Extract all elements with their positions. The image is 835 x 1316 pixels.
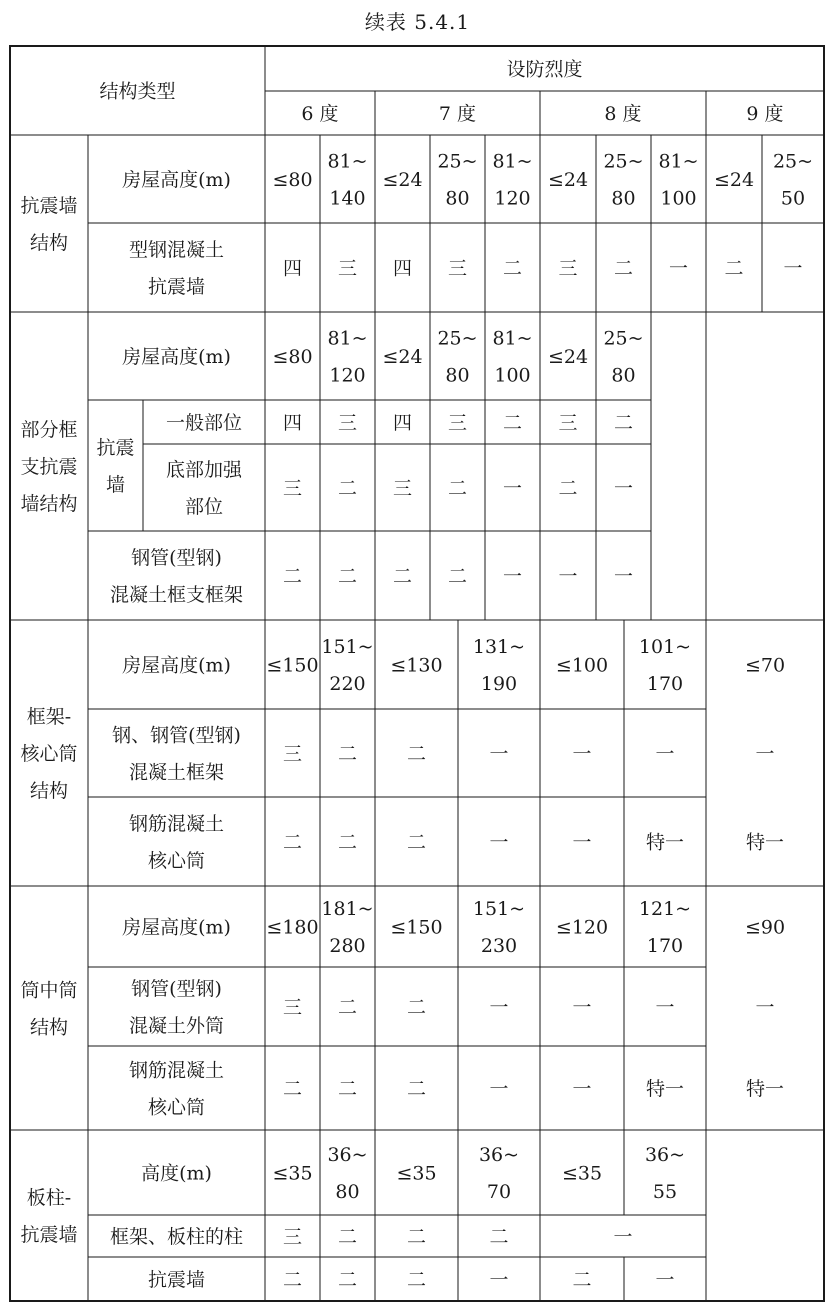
s3-core-cell-2: 二	[337, 831, 358, 854]
s1-row2-label: 型钢混凝土抗震墙	[128, 238, 225, 298]
header-degree-9: 9 度	[746, 102, 784, 125]
s3-core-cell-5: 一	[572, 831, 592, 854]
s2-general-cell-4: 三	[447, 411, 468, 434]
s4-core-cell-6: 特一	[645, 1077, 685, 1100]
s3-height-cell-7: ≤70	[744, 654, 786, 677]
s1-grade-cell-10: 一	[783, 257, 803, 280]
s2-row-frame: 钢管(型钢)混凝土框支框架	[109, 546, 244, 606]
s3-height-label: 房屋高度(m)	[122, 654, 231, 677]
s2-height-cell-3: ≤24	[382, 345, 423, 368]
s1-height-cell-4: 25~ 80	[437, 150, 478, 210]
diagonal-line	[651, 312, 706, 620]
s2-sub-group: 抗震墙	[96, 436, 135, 496]
table-cells	[20, 58, 813, 1291]
s4-core-cell-5: 一	[572, 1077, 592, 1100]
header-structure-type: 结构类型	[99, 80, 176, 103]
header-degree-8: 8 度	[604, 102, 642, 125]
s1-grade-cell-2: 三	[337, 257, 358, 280]
s5-height-cell-3: ≤35	[396, 1162, 437, 1185]
s2-frame-cell-2: 二	[337, 565, 358, 588]
s3-core-cell-6: 特一	[645, 831, 685, 854]
s3-frame-cell-5: 一	[572, 742, 592, 765]
s3-height-cell-6: 101~ 170	[638, 635, 692, 695]
s4-outer-cell-1: 三	[282, 996, 303, 1019]
diagonal-line	[706, 312, 824, 620]
s5-height-label: 高度(m)	[141, 1162, 212, 1185]
s4-core-cell-3: 二	[406, 1077, 427, 1100]
s1-title: 抗震墙结构	[20, 194, 78, 254]
s1-grade-cell-9: 二	[724, 257, 744, 280]
s2-bottom-cell-1: 三	[282, 477, 303, 500]
header-intensity: 设防烈度	[506, 58, 583, 81]
s5-height-cell-1: ≤35	[272, 1162, 313, 1185]
s4-height-cell-7: ≤90	[744, 916, 786, 939]
s5-wall-cell-4: 一	[489, 1268, 509, 1291]
s4-title: 筒中筒结构	[20, 979, 78, 1039]
s4-height-cell-1: ≤180	[266, 916, 319, 939]
s2-frame-cell-1: 二	[282, 565, 303, 588]
s3-height-cell-1: ≤150	[266, 654, 319, 677]
s5-wall-cell-5: 二	[572, 1268, 592, 1291]
s3-height-cell-5: ≤100	[555, 654, 609, 677]
s2-general-cell-3: 四	[392, 411, 413, 434]
s2-bottom-cell-6: 二	[558, 477, 578, 500]
s1-grade-cell-3: 四	[392, 257, 413, 280]
s3-frame-cell-6: 一	[655, 742, 675, 765]
s1-height-cell-10: 25~ 50	[772, 150, 814, 210]
header-degree-6: 6 度	[301, 102, 339, 125]
s1-height-cell-6: ≤24	[547, 168, 589, 191]
s2-frame-cell-5: 一	[502, 565, 523, 588]
s2-frame-cell-6: 一	[558, 565, 578, 588]
s5-height-cell-6: 36~ 55	[644, 1143, 686, 1203]
s2-general-cell-2: 三	[337, 411, 358, 434]
s1-height-cell-1: ≤80	[272, 168, 313, 191]
s1-height-cell-2: 81~ 140	[327, 150, 368, 210]
header-degree-7: 7 度	[438, 102, 477, 125]
s2-height-cell-1: ≤80	[272, 345, 313, 368]
s3-height-cell-3: ≤130	[390, 654, 443, 677]
s2-height-cell-7: 25~ 80	[603, 327, 644, 387]
s1-grade-cell-6: 三	[558, 257, 578, 280]
s4-outer-cell-7: 一	[755, 996, 775, 1019]
s4-core-cell-4: 一	[489, 1077, 509, 1100]
s4-row-outer: 钢管(型钢)混凝土外筒	[128, 977, 225, 1037]
s3-frame-cell-2: 二	[337, 742, 358, 765]
s2-general-cell-6: 三	[558, 411, 578, 434]
s1-grade-cell-7: 二	[613, 257, 634, 280]
s4-height-cell-6: 121~ 170	[638, 897, 692, 957]
s4-row-core: 钢筋混凝土核心筒	[128, 1059, 225, 1119]
s5-wall-cell-3: 二	[406, 1268, 427, 1291]
s1-grade-cell-1: 四	[282, 257, 303, 280]
s1-height-cell-3: ≤24	[382, 168, 423, 191]
s3-title: 框架-核心筒结构	[20, 705, 78, 802]
s5-column-cell-5: 一	[613, 1225, 633, 1248]
s5-row-column: 框架、板柱的柱	[109, 1225, 244, 1248]
s4-outer-cell-2: 二	[337, 996, 358, 1019]
s2-height-cell-5: 81~ 100	[492, 327, 533, 387]
s5-row-wall: 抗震墙	[147, 1268, 206, 1291]
s3-core-cell-3: 二	[406, 831, 427, 854]
s4-height-cell-5: ≤120	[555, 916, 609, 939]
s2-bottom-cell-3: 三	[392, 477, 413, 500]
s2-general-cell-1: 四	[282, 411, 303, 434]
s5-column-cell-3: 二	[406, 1225, 427, 1248]
s4-core-cell-1: 二	[282, 1077, 303, 1100]
s4-height-cell-3: ≤150	[390, 916, 443, 939]
s3-height-cell-4: 131~ 190	[472, 635, 526, 695]
s2-bottom-cell-5: 一	[502, 477, 523, 500]
s4-core-cell-2: 二	[337, 1077, 358, 1100]
s3-frame-cell-1: 三	[282, 742, 303, 765]
s2-height-cell-6: ≤24	[547, 345, 589, 368]
s4-height-cell-4: 151~ 230	[472, 897, 526, 957]
s1-height-cell-5: 81~ 120	[492, 150, 533, 210]
s2-general-cell-5: 二	[502, 411, 523, 434]
s1-height-cell-8: 81~ 100	[658, 150, 699, 210]
s3-frame-cell-4: 一	[489, 742, 509, 765]
s3-frame-cell-7: 一	[755, 742, 775, 765]
s3-frame-cell-3: 二	[406, 742, 427, 765]
s1-grade-cell-8: 一	[668, 257, 689, 280]
s4-outer-cell-3: 二	[406, 996, 427, 1019]
s5-wall-cell-1: 二	[282, 1268, 303, 1291]
s2-row-general: 一般部位	[165, 411, 243, 434]
s3-row-frame: 钢、钢管(型钢)混凝土框架	[112, 724, 241, 784]
s5-height-cell-2: 36~ 80	[327, 1143, 368, 1203]
s3-height-cell-2: 151~ 220	[321, 635, 374, 695]
s2-height-cell-4: 25~ 80	[437, 327, 478, 387]
s4-outer-cell-6: 一	[655, 996, 675, 1019]
s5-height-cell-5: ≤35	[561, 1162, 603, 1185]
s2-bottom-cell-2: 二	[337, 477, 358, 500]
s4-height-label: 房屋高度(m)	[122, 916, 231, 939]
s1-grade-cell-4: 三	[447, 257, 468, 280]
s5-wall-cell-6: 一	[655, 1268, 675, 1291]
s5-height-cell-4: 36~ 70	[478, 1143, 520, 1203]
s5-column-cell-1: 三	[282, 1225, 303, 1248]
s4-outer-cell-4: 一	[489, 996, 509, 1019]
s3-row-core: 钢筋混凝土核心筒	[128, 812, 225, 872]
s5-column-cell-4: 二	[489, 1225, 509, 1248]
s2-bottom-cell-4: 二	[447, 477, 468, 500]
s1-height-label: 房屋高度(m)	[122, 168, 231, 191]
s2-bottom-cell-7: 一	[613, 477, 634, 500]
s2-general-cell-7: 二	[613, 411, 634, 434]
s4-outer-cell-5: 一	[572, 996, 592, 1019]
table-caption: 续表 5.4.1	[364, 10, 471, 34]
s1-height-cell-7: 25~ 80	[603, 150, 644, 210]
s4-core-cell-7: 特一	[745, 1077, 785, 1100]
s1-grade-cell-5: 二	[502, 257, 523, 280]
s5-column-cell-2: 二	[337, 1225, 358, 1248]
diagonal-line	[706, 1130, 824, 1301]
s5-title: 板柱-抗震墙	[20, 1186, 78, 1246]
s2-height-label: 房屋高度(m)	[122, 345, 231, 368]
s2-height-cell-2: 81~ 120	[327, 327, 368, 387]
s5-wall-cell-2: 二	[337, 1268, 358, 1291]
s2-frame-cell-4: 二	[447, 565, 468, 588]
s2-row-bottom: 底部加强部位	[165, 458, 243, 518]
s3-core-cell-7: 特一	[745, 831, 785, 854]
s3-core-cell-4: 一	[489, 831, 509, 854]
s3-core-cell-1: 二	[282, 831, 303, 854]
s1-height-cell-9: ≤24	[713, 168, 755, 191]
s4-height-cell-2: 181~ 280	[321, 897, 374, 957]
s2-frame-cell-7: 一	[613, 565, 634, 588]
s2-title: 部分框支抗震墙结构	[20, 418, 78, 515]
s2-frame-cell-3: 二	[392, 565, 413, 588]
